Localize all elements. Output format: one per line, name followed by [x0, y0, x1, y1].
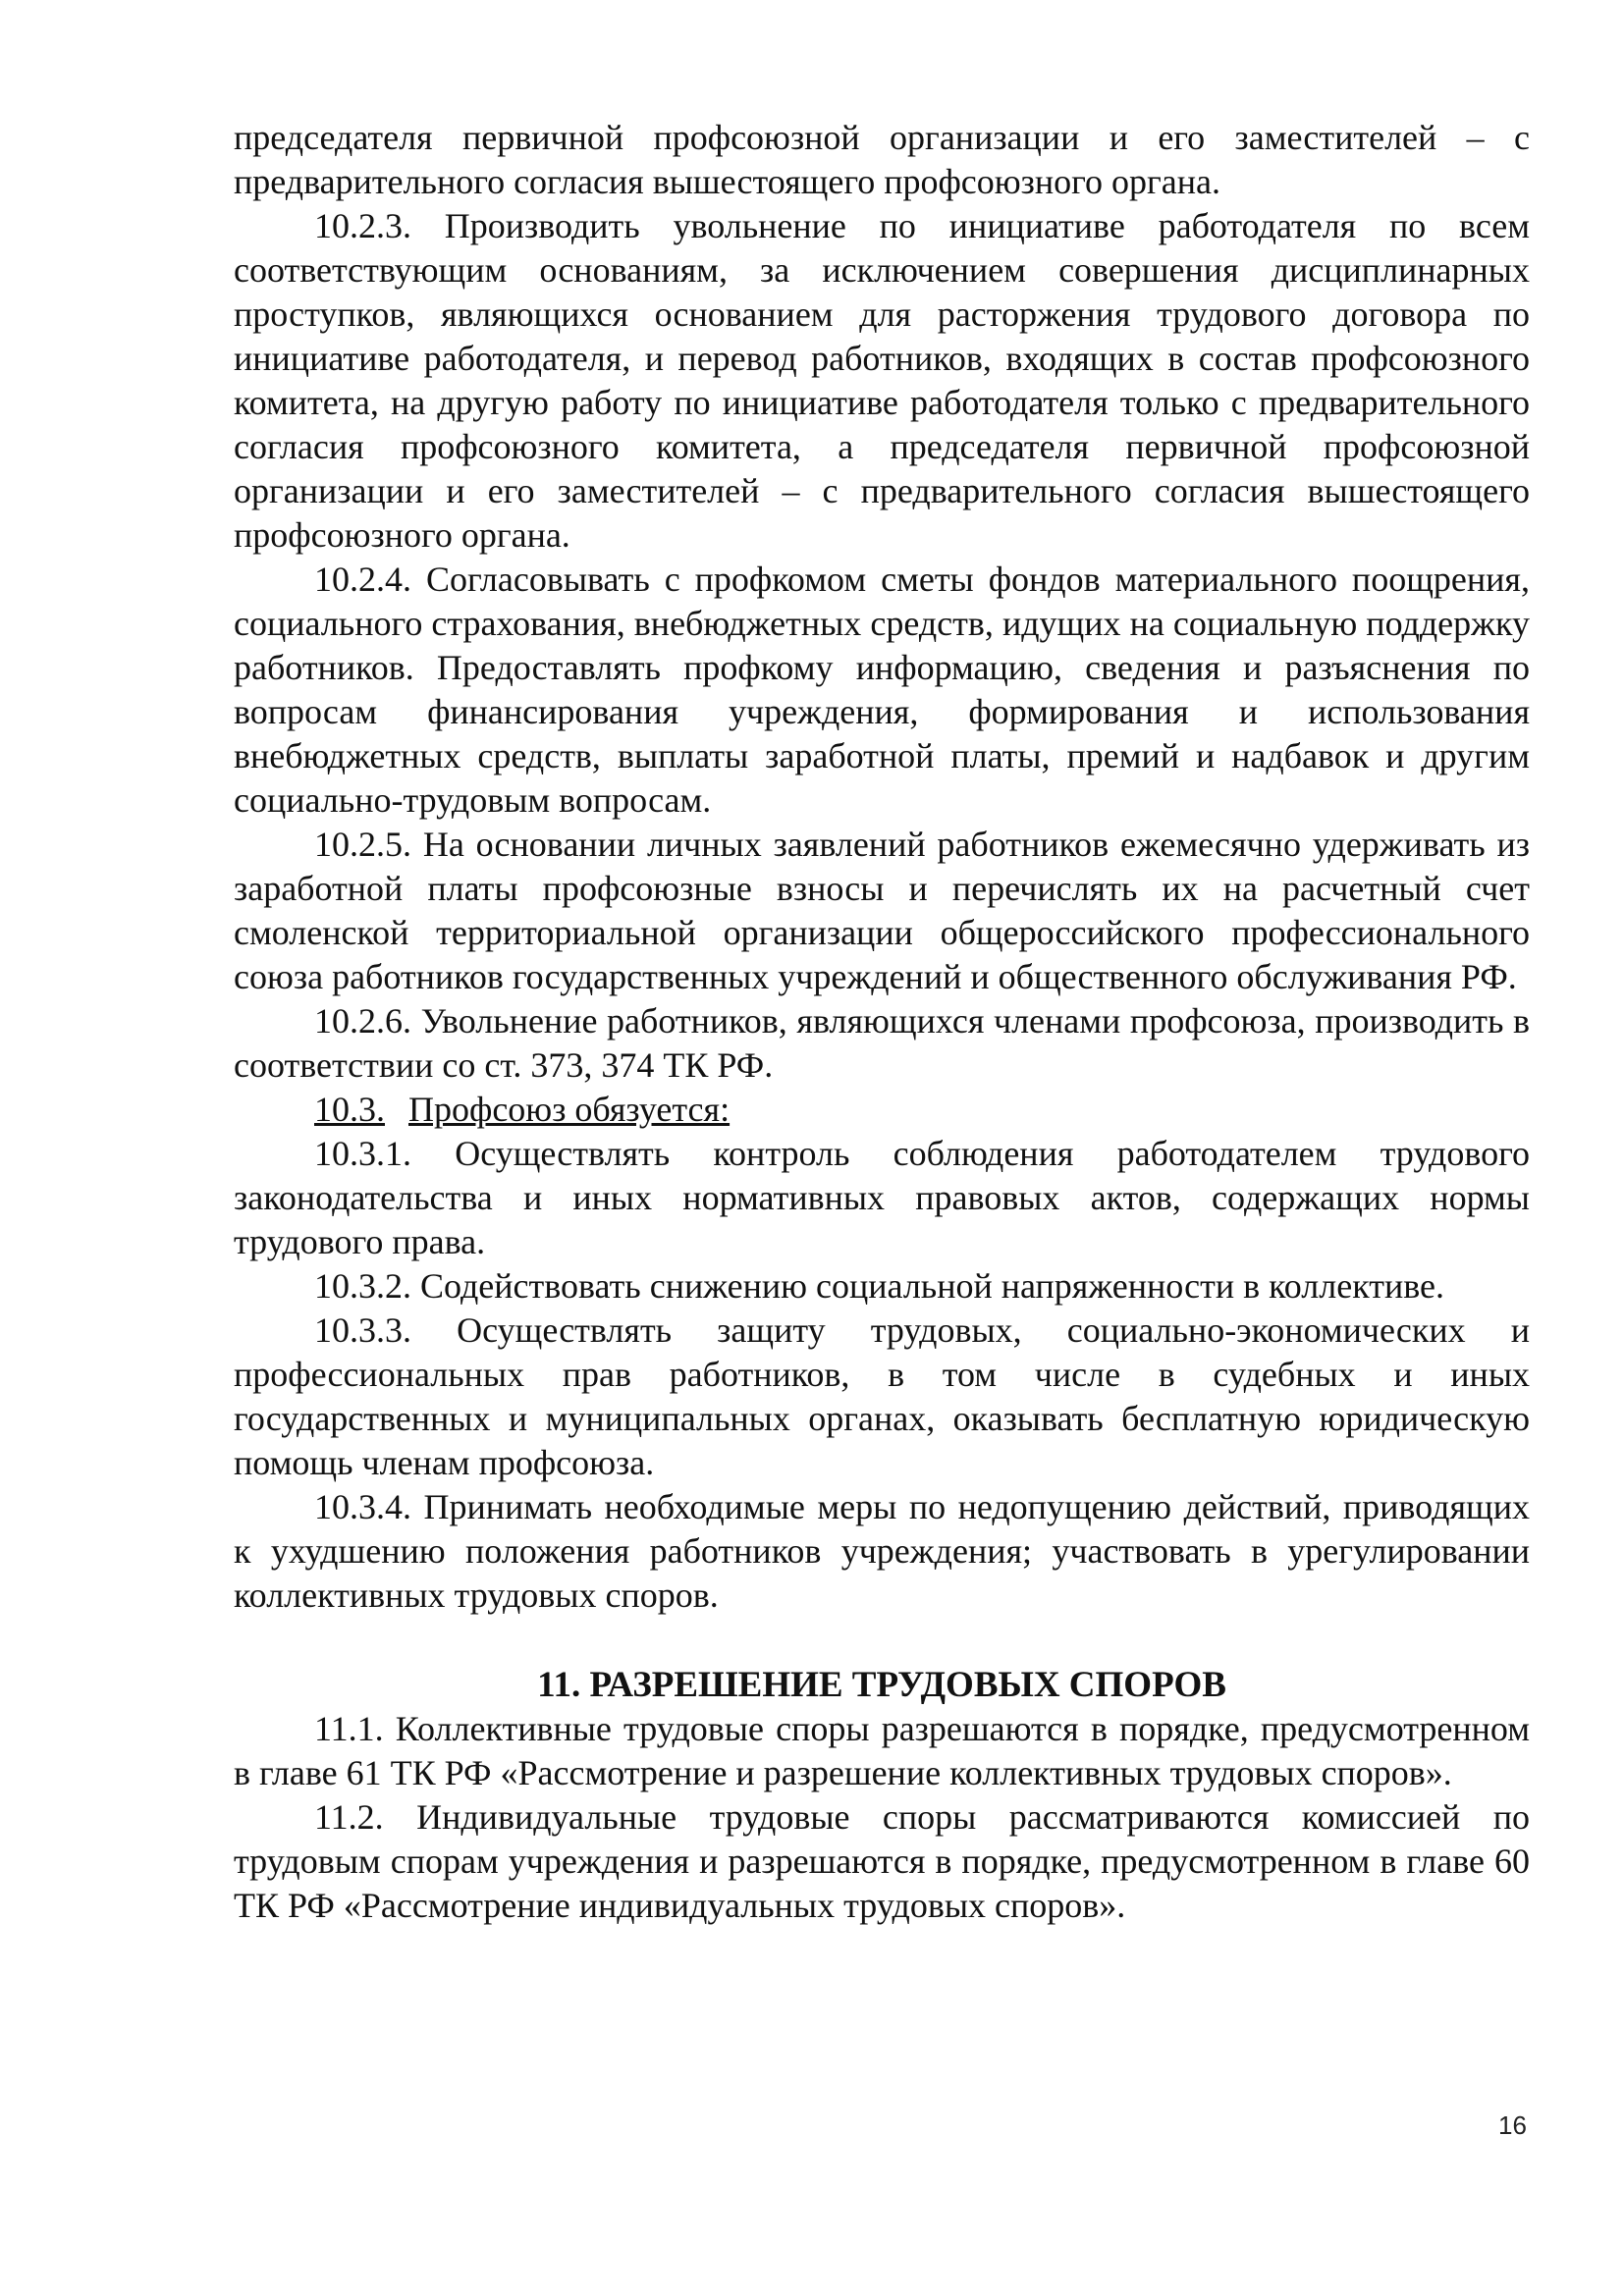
subsection-heading-10-3 — [234, 1088, 1530, 1132]
paragraph-10-3-4: 10.3.4. Принимать необходимые меры по недопущению действий, приводящих к ухудшению положения работников учреждения; участвовать в урегулировании коллективных трудовых споров. — [234, 1487, 1530, 1615]
document-page — [234, 116, 1530, 1928]
paragraph-10-3-1: 10.3.1. Осуществлять контроль соблюдения работодателем трудового законодательства и иных нормативных правовых актов, содержащих нормы трудового права. — [234, 1134, 1530, 1261]
paragraph-10-3-3: 10.3.3. Осуществлять защиту трудовых, социально-экономических и профессиональных прав работников, в том числе в судебных и иных государственных и муниципальных органах, оказывать бесплатную юридическую помощь членам профсоюза. — [234, 1310, 1530, 1482]
subsection-number: 10.3. — [314, 1090, 385, 1129]
paragraph-10-2-6: 10.2.6. Увольнение работников, являющихся членами профсоюза, производить в соответствии со ст. 373, 374 ТК РФ. — [234, 1001, 1530, 1085]
subsection-title: Профсоюз обязуется: — [408, 1090, 731, 1129]
section-title-11: 11. РАЗРЕШЕНИЕ ТРУДОВЫХ СПОРОВ — [537, 1665, 1226, 1705]
paragraph-10-2-4: 10.2.4. Согласовывать с профкомом сметы фондов материального поощрения, социального страхования, внебюджетных средств, идущих на социальную поддержку работников. Предоставлять профкому информацию, сведения и разъяснения по вопросам финансирования учреждения, формирования и использования внебюджетных средств, выплаты заработной платы, премий и надбавок и другим социально-трудовым вопросам. — [234, 560, 1530, 820]
paragraph-11-2: 11.2. Индивидуальные трудовые споры рассматриваются комиссией по трудовым спорам учреждения и разрешаются в порядке, предусмотренном в главе 60 ТК РФ «Рассмотрение индивидуальных трудовых споров». — [234, 1797, 1530, 1925]
paragraph-10-2-3: 10.2.3. Производить увольнение по инициативе работодателя по всем соответствующим основаниям, за исключением совершения дисциплинарных проступков, являющихся основанием для расторжения трудового договора по инициативе работодателя, и перевод работников, входящих в состав профсоюзного комитета, на другую работу по инициативе работодателя только с предварительного согласия профсоюзного комитета, а председателя первичной профсоюзной организации и его заместителей – с предварительного согласия вышестоящего профсоюзного органа. — [234, 206, 1530, 555]
paragraph-continuation: председателя первичной профсоюзной организации и его заместителей – с предварительного согласия вышестоящего профсоюзного органа. — [234, 118, 1530, 201]
paragraph-10-2-5: 10.2.5. На основании личных заявлений работников ежемесячно удерживать из заработной платы профсоюзные взносы и перечислять их на расчетный счет смоленской территориальной организации общероссийского профессионального союза работников государственных учреждений и общественного обслуживания РФ. — [234, 825, 1530, 996]
paragraph-10-3-2: 10.3.2. Содействовать снижению социальной напряженности в коллективе. — [314, 1266, 1444, 1306]
page-number: 16 — [1498, 2110, 1527, 2140]
paragraph-11-1: 11.1. Коллективные трудовые споры разрешаются в порядке, предусмотренном в главе 61 ТК РФ «Рассмотрение и разрешение коллективных трудовых споров». — [234, 1709, 1530, 1792]
